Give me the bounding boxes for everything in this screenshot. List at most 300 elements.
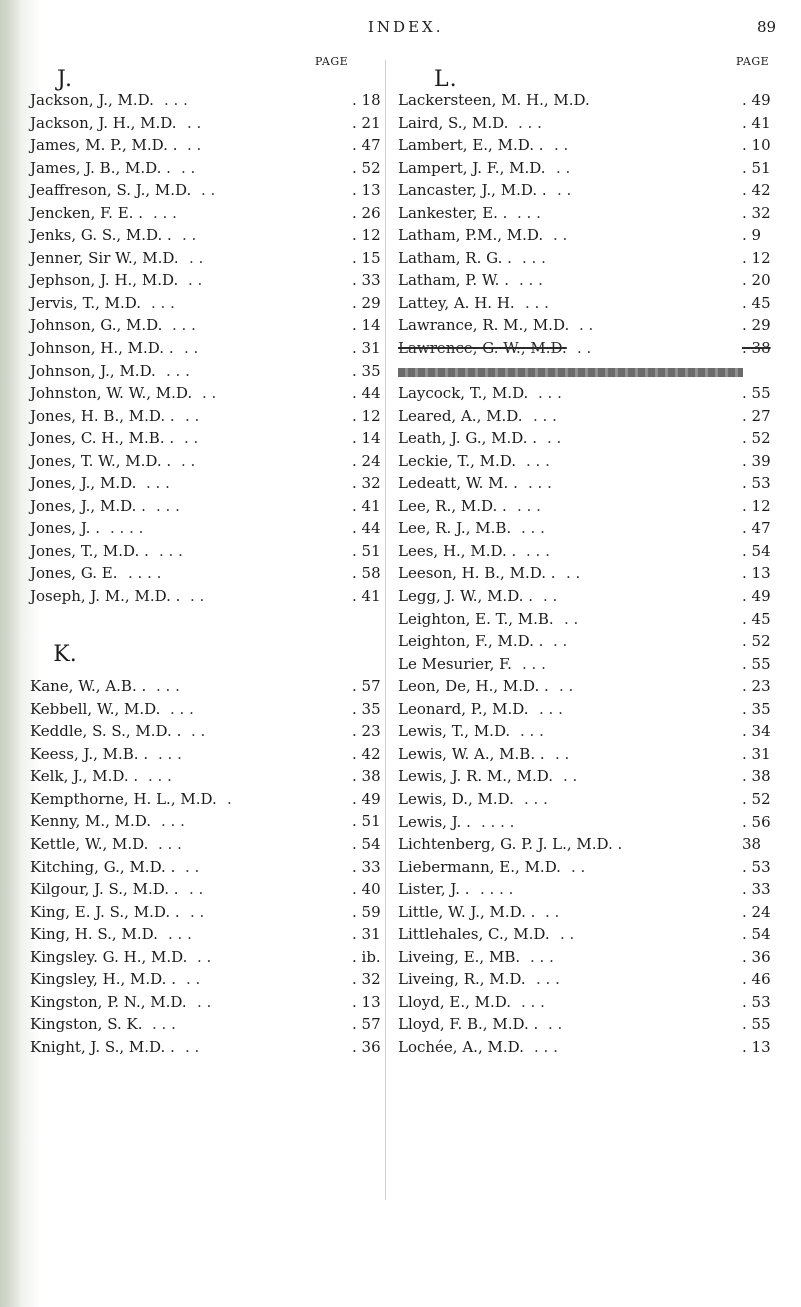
index-entry	[398, 991, 780, 1014]
index-entry	[398, 720, 780, 743]
index-entry	[398, 923, 780, 946]
entry-leader-dots: . . .	[533, 406, 557, 425]
running-head-page-number: 89	[757, 18, 777, 36]
entry-page-number: . 49	[742, 91, 771, 109]
entry-leader-dots: . .	[190, 902, 205, 921]
entry-leader-dots: . .	[555, 744, 570, 763]
entry-leader-dots: . . . .	[110, 519, 144, 538]
entry-leader-dots: . .	[181, 451, 196, 470]
entry-leader-dots: . .	[557, 181, 572, 200]
entry-leader-dots: . . .	[517, 496, 541, 515]
index-entry	[30, 878, 382, 901]
entry-page-number: . 10	[742, 136, 771, 155]
entry-name: Johnson, J., M.D.	[30, 361, 156, 380]
entry-page-number: . 23	[352, 722, 381, 741]
entry-page-number: . 51	[352, 812, 381, 831]
index-entry	[30, 856, 382, 879]
entry-name: King, E. J. S., M.D. .	[30, 902, 180, 921]
index-entry	[30, 202, 382, 225]
entry-leader-dots: . . .	[539, 699, 563, 718]
index-entry	[30, 585, 382, 608]
entry-name: Lewis, T., M.D.	[398, 722, 511, 741]
entry-name: Kitching, G., M.D. .	[30, 857, 176, 876]
entry-page-number: . 42	[352, 744, 381, 763]
entry-page-number: . 52	[352, 158, 381, 177]
index-entry	[398, 946, 780, 969]
entry-page-number: . 24	[352, 451, 381, 470]
entry-page-number: . 45	[742, 293, 771, 312]
entry-name: Kingston, P. N., M.D.	[30, 992, 187, 1011]
entry-page-number: . 45	[742, 609, 771, 628]
entry-leader-dots: . . .	[166, 361, 190, 380]
entry-page-number: . 38	[742, 339, 771, 358]
entry-name: Jones, J. .	[30, 519, 100, 538]
entry-name: Lewis, W. A., M.B. .	[398, 744, 545, 763]
entry-page-number: . 49	[742, 587, 771, 606]
entry-page-number: . 55	[742, 654, 771, 673]
entry-name: Kilgour, J. S., M.D. .	[30, 880, 179, 899]
entry-page-number: . 36	[352, 1037, 381, 1056]
index-entry	[30, 810, 382, 833]
index-entry	[398, 811, 780, 834]
entry-leader-dots: . .	[201, 181, 216, 200]
entry-leader-dots: . .	[556, 158, 571, 177]
entry-leader-dots: . . .	[156, 677, 180, 696]
entry-page-number: . 56	[742, 812, 771, 831]
entry-leader-dots: . . .	[528, 474, 552, 493]
index-entry	[30, 901, 382, 924]
index-list-j	[30, 89, 382, 608]
entry-leader-dots: . . .	[151, 293, 175, 312]
index-entry	[398, 427, 780, 450]
entry-leader-dots: . . .	[520, 722, 544, 741]
entry-leader-dots: . .	[185, 857, 200, 876]
index-entry	[398, 517, 780, 540]
entry-name: Lampert, J. F., M.D.	[398, 158, 546, 177]
index-list-k	[30, 675, 382, 1058]
entry-page-number: . 38	[352, 767, 381, 786]
entry-leader-dots: . . .	[526, 541, 550, 560]
entry-leader-dots: . . .	[168, 925, 192, 944]
index-entry	[30, 788, 382, 811]
entry-name: Joseph, J. M., M.D. .	[30, 587, 181, 606]
entry-leader-dots: . . .	[525, 293, 549, 312]
entry-page-number: . 52	[742, 632, 771, 651]
entry-leader-dots: . .	[186, 970, 201, 989]
index-entry	[398, 112, 780, 135]
entry-leader-dots: . .	[566, 564, 581, 583]
entry-leader-dots: . .	[571, 857, 586, 876]
index-entry	[398, 856, 780, 879]
entry-page-number: 38	[742, 835, 762, 854]
entry-name: Kane, W., A.B. .	[30, 677, 147, 696]
entry-leader-dots: . . .	[536, 970, 560, 989]
entry-name: Jones, T., M.D. .	[30, 541, 149, 560]
entry-leader-dots: . . .	[521, 519, 545, 538]
entry-leader-dots: . . .	[538, 384, 562, 403]
entry-page-number: . 9	[742, 226, 762, 245]
entry-name: Latham, P.M., M.D.	[398, 226, 544, 245]
entry-name: Johnson, H., M.D. .	[30, 339, 174, 358]
entry-leader-dots: . . .	[526, 451, 550, 470]
index-entry	[398, 179, 780, 202]
entry-name: Knight, J. S., M.D. .	[30, 1037, 175, 1056]
entry-leader-dots: . . .	[159, 541, 183, 560]
entry-name: Leared, A., M.D.	[398, 406, 523, 425]
entry-name: Leckie, T., M.D.	[398, 451, 517, 470]
entry-leader-dots: . .	[548, 1015, 563, 1034]
entry-page-number: . 26	[352, 203, 381, 222]
index-entry	[398, 314, 780, 337]
index-entry	[30, 675, 382, 698]
index-entry	[30, 991, 382, 1014]
entry-name: Lewis, J. .	[398, 812, 471, 831]
index-entry	[30, 134, 382, 157]
index-entry	[398, 224, 780, 247]
entry-page-number: . 29	[742, 316, 771, 335]
entry-name: James, J. B., M.D. .	[30, 158, 171, 177]
entry-name: Leon, De, H., M.D. .	[398, 677, 549, 696]
entry-page-number: . 47	[742, 519, 771, 538]
index-entry	[30, 833, 382, 856]
entry-page-number: . 27	[742, 406, 771, 425]
entry-leader-dots: . .	[553, 632, 568, 651]
entry-page-number: . 42	[742, 181, 771, 200]
entry-name: Lee, R., M.D. .	[398, 496, 507, 515]
entry-name: Jones, H. B., M.D. .	[30, 406, 175, 425]
entry-name: Lancaster, J., M.D. .	[398, 181, 547, 200]
index-entry	[398, 608, 780, 631]
index-entry	[30, 157, 382, 180]
entry-name: Jones, C. H., M.B. .	[30, 429, 175, 448]
entry-name: Jackson, J. H., M.D.	[30, 113, 177, 132]
entry-page-number: . 36	[742, 947, 771, 966]
entry-name: Lichtenberg, G. P. J. L., M.D. .	[398, 835, 623, 854]
index-entry	[30, 247, 382, 270]
entry-leader-dots: . . .	[148, 767, 172, 786]
section-spacer	[30, 608, 382, 631]
entry-leader-dots: . .	[543, 587, 558, 606]
entry-name: Leighton, E. T., M.B.	[398, 609, 554, 628]
entry-leader-dots: . .	[185, 406, 200, 425]
entry-page-number: . 41	[742, 113, 771, 132]
index-entry	[398, 472, 780, 495]
entry-leader-dots: . .	[191, 722, 206, 741]
section-header-l	[398, 55, 780, 92]
index-entry	[398, 89, 780, 112]
entry-leader-dots: . . .	[519, 271, 543, 290]
entry-page-number: . 35	[352, 699, 381, 718]
page-column-label: PAGE	[315, 55, 349, 68]
entry-page-number: . 41	[352, 496, 381, 515]
index-entry	[398, 788, 780, 811]
entry-page-number: . 54	[742, 925, 771, 944]
entry-page-number: . 52	[742, 789, 771, 808]
entry-leader-dots: . .	[189, 248, 204, 267]
entry-name: Kingsley. G. H., M.D.	[30, 947, 188, 966]
entry-page-number: . 51	[742, 158, 771, 177]
entry-name: Kenny, M., M.D.	[30, 812, 152, 831]
entry-page-number: . 54	[742, 541, 771, 560]
index-entry	[30, 292, 382, 315]
entry-leader-dots: . .	[197, 947, 212, 966]
entry-name: Jones, J., M.D.	[30, 474, 137, 493]
entry-page-number: . 58	[352, 564, 381, 583]
entry-name: Leighton, F., M.D. .	[398, 632, 544, 651]
entry-name: Lewis, D., M.D.	[398, 789, 514, 808]
entry-page-number: . 51	[352, 541, 381, 560]
entry-name: Kelk, J., M.D. .	[30, 767, 139, 786]
entry-leader-dots: . .	[181, 158, 196, 177]
index-entry	[398, 495, 780, 518]
entry-page-number: . 44	[352, 519, 381, 538]
entry-page-number: . 21	[352, 113, 381, 132]
entry-name: Lloyd, F. B., M.D. .	[398, 1015, 539, 1034]
entry-page-number: . 24	[742, 902, 771, 921]
index-entry	[398, 202, 780, 225]
entry-page-number: . 44	[352, 384, 381, 403]
entry-leader-dots: . . . .	[481, 812, 515, 831]
entry-page-number: . 31	[352, 925, 381, 944]
entry-name: Keddle, S. S., M.D. .	[30, 722, 182, 741]
entry-page-number: . 57	[352, 1015, 381, 1034]
entry-name: Jones, J., M.D. .	[30, 496, 146, 515]
entry-leader-dots: . . .	[156, 496, 180, 515]
entry-page-number: . 40	[352, 880, 381, 899]
entry-name: Jephson, J. H., M.D.	[30, 271, 179, 290]
entry-page-number: . 39	[742, 451, 771, 470]
entry-leader-dots: . . .	[517, 203, 541, 222]
index-entry	[30, 405, 382, 428]
section-letter-j: J.	[56, 67, 74, 92]
entry-page-number: . 53	[742, 857, 771, 876]
entry-name: Jenks, G. S., M.D. .	[30, 226, 172, 245]
entry-leader-dots: . .	[190, 587, 205, 606]
entry-leader-dots: . . .	[146, 474, 170, 493]
entry-name: James, M. P., M.D. .	[30, 136, 178, 155]
index-entry	[398, 540, 780, 563]
entry-leader-dots: . . .	[522, 248, 546, 267]
left-column	[30, 55, 382, 1058]
entry-leader-dots: . . . .	[128, 564, 162, 583]
entry-name: Keess, J., M.B. .	[30, 744, 149, 763]
running-head-title: INDEX.	[368, 18, 444, 36]
ink-blot	[398, 368, 743, 377]
entry-leader-dots: . .	[579, 316, 594, 335]
entry-name: Little, W. J., M.D. .	[398, 902, 536, 921]
entry-name: Littlehales, C., M.D.	[398, 925, 550, 944]
index-entry	[30, 112, 382, 135]
entry-name: Liveing, E., MB.	[398, 947, 521, 966]
index-list-l	[398, 89, 780, 1059]
entry-page-number: . 12	[742, 248, 771, 267]
entry-leader-dots: . . .	[152, 1015, 176, 1034]
index-entry	[30, 765, 382, 788]
entry-leader-dots: . .	[563, 767, 578, 786]
entry-page-number: . 13	[352, 181, 381, 200]
entry-page-number: . 59	[352, 902, 381, 921]
entry-leader-dots: . . .	[518, 113, 542, 132]
entry-name: Johnson, G., M.D.	[30, 316, 163, 335]
entry-page-number: . 55	[742, 1015, 771, 1034]
index-entry	[30, 427, 382, 450]
index-entry	[30, 743, 382, 766]
entry-name: Laird, S., M.D.	[398, 113, 509, 132]
index-entry	[398, 675, 780, 698]
entry-page-number: . 33	[742, 880, 771, 899]
index-entry	[398, 968, 780, 991]
entry-name: Lankester, E. .	[398, 203, 508, 222]
entry-leader-dots: . .	[189, 880, 204, 899]
index-entry	[398, 247, 780, 270]
entry-page-number: . 47	[352, 136, 381, 155]
section-header-j	[30, 55, 382, 92]
entry-leader-dots: . . .	[158, 744, 182, 763]
entry-name: Latham, P. W. .	[398, 271, 509, 290]
entry-leader-dots: . . .	[164, 91, 188, 109]
entry-name: Lee, R. J., M.B.	[398, 519, 512, 538]
index-entry	[398, 743, 780, 766]
index-entry	[398, 585, 780, 608]
entry-name: Lawrance, R. M., M.D.	[398, 316, 570, 335]
index-entry	[398, 337, 780, 360]
entry-leader-dots: . . .	[522, 654, 546, 673]
index-entry	[398, 292, 780, 315]
entry-leader-dots: . .	[553, 226, 568, 245]
entry-page-number: . 14	[352, 316, 381, 335]
entry-page-number: . 57	[352, 677, 381, 696]
entry-leader-dots: . . .	[534, 1037, 558, 1056]
entry-page-number: . 33	[352, 857, 381, 876]
entry-name: Laycock, T., M.D.	[398, 384, 529, 403]
right-column	[398, 55, 780, 1059]
entry-name: Kingsley, H., M.D. .	[30, 970, 176, 989]
index-entry	[30, 89, 382, 112]
entry-page-number: . 32	[742, 203, 771, 222]
index-entry	[398, 1036, 780, 1059]
entry-name: Leath, J. G., M.D. .	[398, 429, 538, 448]
entry-leader-dots: . .	[554, 136, 569, 155]
entry-leader-dots: . . .	[170, 699, 194, 718]
entry-leader-dots: . . .	[521, 992, 545, 1011]
entry-page-number: . 46	[742, 970, 771, 989]
entry-page-number: . 55	[742, 384, 771, 403]
entry-leader-dots: . .	[559, 677, 574, 696]
entry-name: Jeaffreson, S. J., M.D.	[30, 181, 192, 200]
entry-name: Lackersteen, M. H., M.D.	[398, 91, 590, 109]
index-entry	[30, 946, 382, 969]
entry-name: King, H. S., M.D.	[30, 925, 158, 944]
entry-page-number: . 12	[352, 406, 381, 425]
index-entry	[398, 878, 780, 901]
entry-name: Leonard, P., M.D.	[398, 699, 529, 718]
index-entry	[30, 472, 382, 495]
entry-leader-dots: .	[227, 789, 232, 808]
index-entry	[30, 1013, 382, 1036]
index-entry	[30, 698, 382, 721]
index-entry	[30, 1036, 382, 1059]
index-entry	[398, 562, 780, 585]
page-column-label: PAGE	[736, 55, 770, 68]
index-entry	[398, 157, 780, 180]
entry-leader-dots: . .	[545, 902, 560, 921]
index-entry	[30, 360, 382, 383]
entry-page-number: . 20	[742, 271, 771, 290]
entry-page-number: . 32	[352, 970, 381, 989]
entry-leader-dots: . .	[184, 339, 199, 358]
entry-leader-dots: . .	[560, 925, 575, 944]
entry-name: Liveing, R., M.D.	[398, 970, 526, 989]
entry-page-number: . 52	[742, 429, 771, 448]
entry-leader-dots: . .	[187, 136, 202, 155]
index-entry	[30, 337, 382, 360]
entry-name: Jencken, F. E. .	[30, 203, 143, 222]
entry-name: Lattey, A. H. H.	[398, 293, 515, 312]
entry-page-number: . 13	[352, 992, 381, 1011]
index-entry	[398, 765, 780, 788]
entry-leader-dots: . .	[187, 113, 202, 132]
index-entry	[398, 698, 780, 721]
entry-page-number: . 31	[742, 744, 771, 763]
entry-name: Liebermann, E., M.D.	[398, 857, 561, 876]
entry-leader-dots: . .	[188, 271, 203, 290]
entry-name: Jones, G. E.	[30, 564, 118, 583]
entry-leader-dots: . . .	[161, 812, 185, 831]
entry-leader-dots: . . .	[172, 316, 196, 335]
index-entry	[30, 224, 382, 247]
page-edge-shadow	[0, 0, 22, 1307]
entry-name: Jervis, T., M.D.	[30, 293, 142, 312]
section-header-k	[30, 630, 382, 675]
entry-page-number: . 13	[742, 1037, 771, 1056]
entry-leader-dots: . .	[184, 429, 199, 448]
entry-page-number: . 23	[742, 677, 771, 696]
entry-name: Jenner, Sir W., M.D.	[30, 248, 179, 267]
entry-page-number: . 35	[742, 699, 771, 718]
entry-name: Lister, J. .	[398, 880, 470, 899]
index-entry	[30, 968, 382, 991]
index-entry	[398, 405, 780, 428]
index-entry	[398, 653, 780, 676]
index-entry	[398, 630, 780, 653]
entry-name: Lambert, E., M.D. .	[398, 136, 544, 155]
index-entry	[398, 360, 780, 383]
entry-page-number: . 35	[352, 361, 381, 380]
entry-page-number: . 15	[352, 248, 381, 267]
section-letter-l: L.	[434, 67, 458, 92]
index-entry	[30, 382, 382, 405]
entry-leader-dots: . . . .	[480, 880, 514, 899]
entry-page-number: . 34	[742, 722, 771, 741]
entry-name: Legg, J. W., M.D. .	[398, 587, 533, 606]
index-entry	[30, 495, 382, 518]
entry-name: Lewis, J. R. M., M.D.	[398, 767, 553, 786]
entry-name: Lochée, A., M.D.	[398, 1037, 524, 1056]
index-entry	[30, 517, 382, 540]
entry-leader-dots: . . .	[524, 789, 548, 808]
entry-page-number: . 54	[352, 834, 381, 853]
index-entry	[30, 562, 382, 585]
index-entry	[30, 923, 382, 946]
index-entry	[30, 179, 382, 202]
index-entry	[398, 833, 780, 856]
entry-leader-dots: . .	[182, 226, 197, 245]
entry-name: Le Mesurier, F.	[398, 654, 512, 673]
entry-name: Jones, T. W., M.D. .	[30, 451, 172, 470]
entry-page-number: . 33	[352, 271, 381, 290]
entry-name: Kingston, S. K.	[30, 1015, 143, 1034]
entry-leader-dots: . . .	[530, 947, 554, 966]
